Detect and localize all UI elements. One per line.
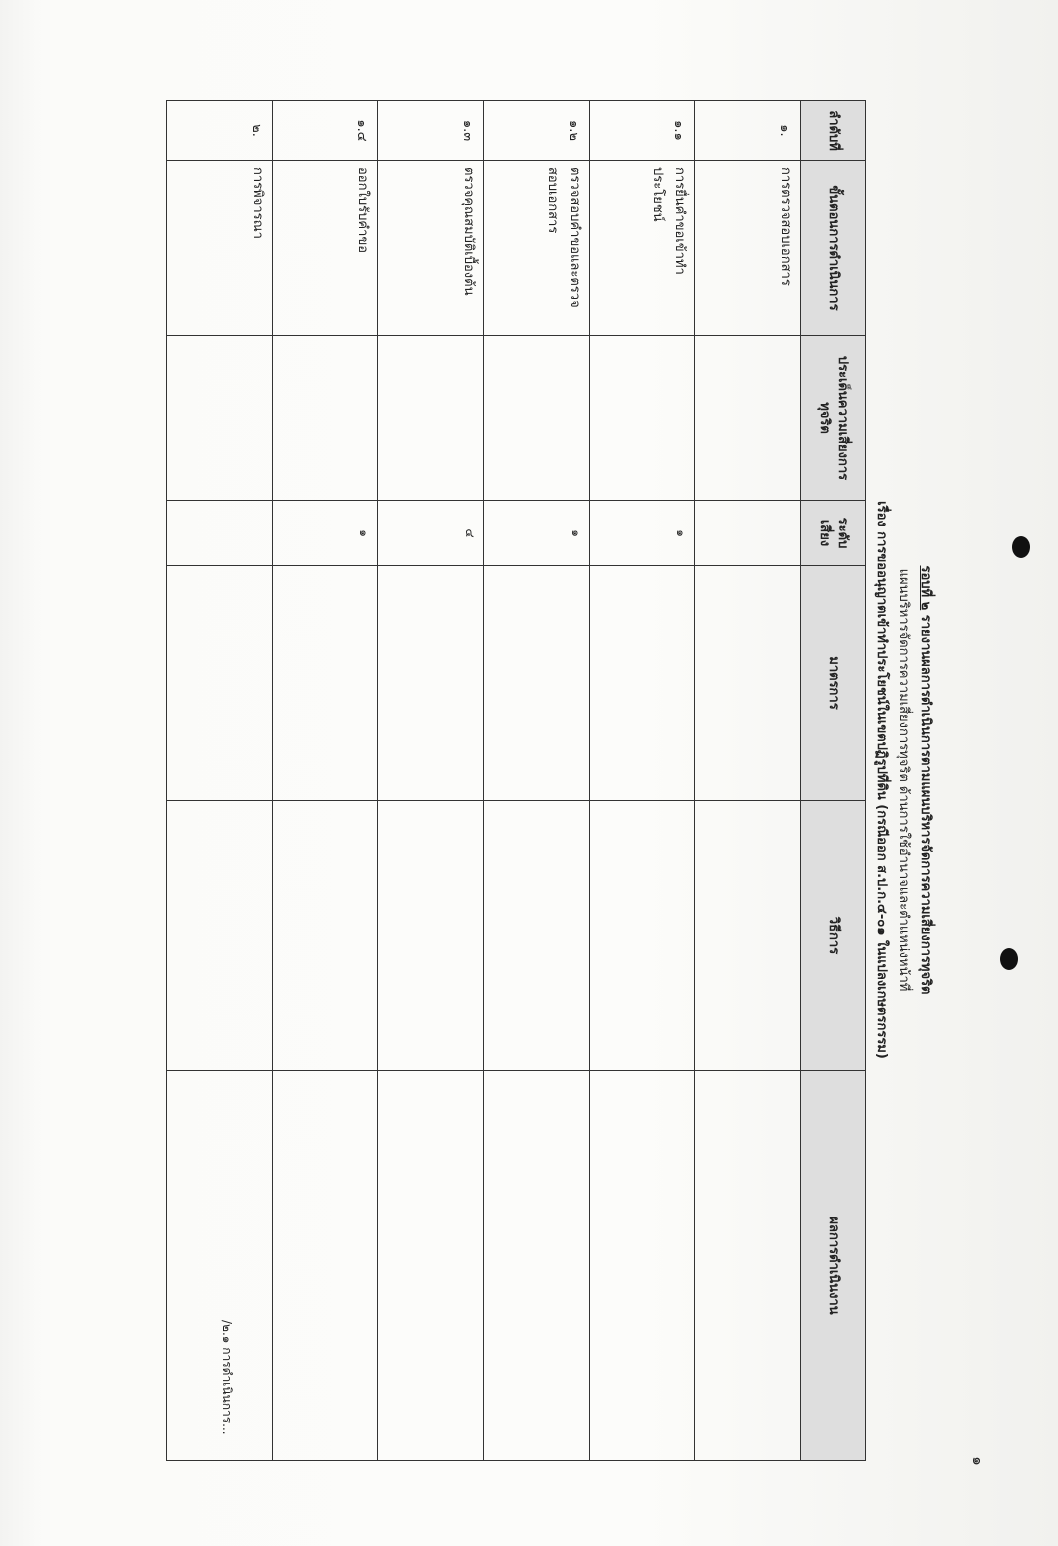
- cell-step: การตรวจสอบเอกสาร: [695, 161, 801, 336]
- cell-order: ๑.๓: [378, 101, 484, 161]
- continuation-note: /๒.๑ การดำเนินการ...: [220, 1320, 234, 1435]
- heading-line-2: แผนบริหารจัดการความเสี่ยงการทุจริต ด้านการใช้อำนาจและตำแหน่งหน้าที่: [896, 568, 911, 992]
- cell-measure: [167, 566, 273, 801]
- cell-measure: [695, 566, 801, 801]
- cell-level: [167, 501, 273, 566]
- header-result: ผลการดำเนินงาน: [801, 1071, 866, 1461]
- cell-method: [695, 801, 801, 1071]
- cell-order: ๑.๒: [484, 101, 590, 161]
- table-row: [378, 101, 484, 1461]
- cell-risk: [589, 336, 695, 501]
- cell-step: การยื่นคำขอเข้าทำประโยชน์: [589, 161, 695, 336]
- header-order: ลำดับที่: [801, 101, 866, 161]
- heading-line-1: [914, 100, 936, 1460]
- cell-result: [378, 1071, 484, 1461]
- table-row: [589, 101, 695, 1461]
- cell-step: ออกใบรับคำขอ: [272, 161, 378, 336]
- table-row: [272, 101, 378, 1461]
- cell-method: [378, 801, 484, 1071]
- cell-level: ๑: [589, 501, 695, 566]
- cell-order: ๑.๔: [272, 101, 378, 161]
- cell-risk: [695, 336, 801, 501]
- cell-measure: [272, 566, 378, 801]
- header-measure: มาตรการ: [801, 566, 866, 801]
- table-header-row: [801, 101, 866, 1461]
- cell-step: การพิจารณา: [167, 161, 273, 336]
- punch-hole-bottom: [1000, 948, 1018, 970]
- cell-level: [695, 501, 801, 566]
- cell-result: [484, 1071, 590, 1461]
- cell-risk: [378, 336, 484, 501]
- risk-report-table: [166, 100, 866, 1461]
- table-row: [695, 101, 801, 1461]
- cell-level: ๑: [272, 501, 378, 566]
- cell-method: [167, 801, 273, 1071]
- cell-risk: [272, 336, 378, 501]
- cell-result: [589, 1071, 695, 1461]
- punch-hole-top: [1012, 536, 1030, 558]
- cell-method: [272, 801, 378, 1071]
- page-number: ๑: [969, 1456, 987, 1466]
- cell-risk: [167, 336, 273, 501]
- cell-result: [695, 1071, 801, 1461]
- cell-order: ๑.: [695, 101, 801, 161]
- cell-measure: [484, 566, 590, 801]
- heading-line-1-text: รายงานผลการดำเนินการตามแผนบริหารจัดการความเสี่ยงการทุจริต: [918, 614, 933, 995]
- cell-step: ตรวจสอบคำขอและตรวจสอบเอกสาร: [484, 161, 590, 336]
- cell-method: [484, 801, 590, 1071]
- cell-method: [589, 801, 695, 1071]
- header-risk-issue: ประเด็นความเสี่ยงการทุจริต: [801, 336, 866, 501]
- cell-result: [272, 1071, 378, 1461]
- heading-line-3: เรื่อง การขออนุญาตเข้าทำประโยชน์ในเขตปฏิรูปที่ดิน (กรณีออก ส.ป.ก.๔-๐๑ ในแปลงเกษตรกรรม): [874, 501, 889, 1059]
- header-level: ระดับเสี่ยง: [801, 501, 866, 566]
- table-row: [484, 101, 590, 1461]
- cell-risk: [484, 336, 590, 501]
- cell-level: ๔: [378, 501, 484, 566]
- cell-order: ๒.: [167, 101, 273, 161]
- cell-level: ๑: [484, 501, 590, 566]
- cell-step: ตรวจคุณสมบัติเบื้องต้น: [378, 161, 484, 336]
- round-label: รอบที่ ๒: [918, 565, 933, 611]
- header-step: ขั้นตอนการดำเนินการ: [801, 161, 866, 336]
- header-method: วิธีการ: [801, 801, 866, 1071]
- cell-measure: [378, 566, 484, 801]
- document-heading: [870, 100, 936, 1460]
- cell-measure: [589, 566, 695, 801]
- cell-order: ๑.๑: [589, 101, 695, 161]
- rotated-page-content: [116, 100, 936, 1460]
- table-row: [167, 101, 273, 1461]
